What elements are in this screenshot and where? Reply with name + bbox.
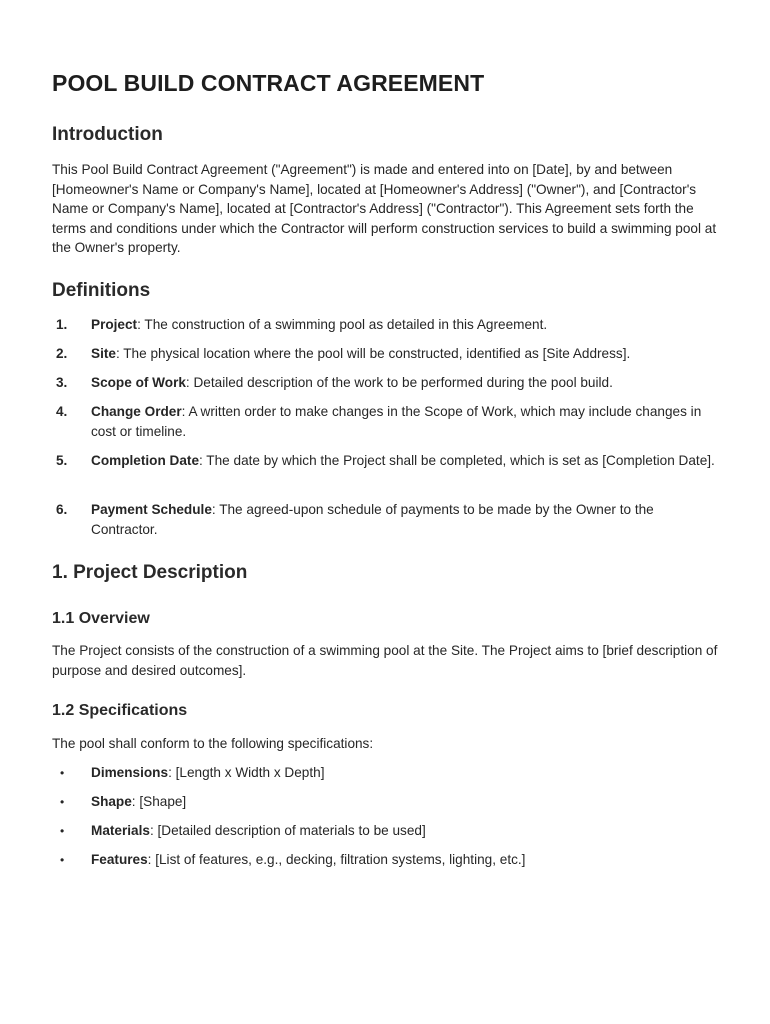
bullet-icon: • xyxy=(60,795,65,809)
definition-number: 4. xyxy=(56,404,68,419)
definition-term: Completion Date xyxy=(91,453,199,468)
definitions-heading: Definitions xyxy=(52,280,151,301)
specification-text: : [Shape] xyxy=(131,794,187,809)
definition-item xyxy=(52,402,722,441)
definition-term: Scope of Work xyxy=(91,375,186,390)
definition-text: : The physical location where the pool will be constructed, identified as [Site Address]. xyxy=(115,346,631,361)
definition-number: 6. xyxy=(56,502,68,517)
specification-term: Dimensions xyxy=(91,765,169,780)
specification-term: Materials xyxy=(91,823,150,838)
definition-term: Project xyxy=(91,317,138,332)
specification-term: Features xyxy=(91,852,148,867)
definition-text: : The date by which the Project shall be completed, which is set as [Completion Date]. xyxy=(199,453,715,468)
definition-term: Payment Schedule xyxy=(91,502,212,517)
specification-item xyxy=(52,850,722,870)
specifications-heading: 1.2 Specifications xyxy=(52,702,188,719)
definition-item xyxy=(52,315,722,335)
introduction-text: This Pool Build Contract Agreement ("Agreement") is made and entered into on [Date], by and between [Homeowner's Name or Company's Name], located at [Homeowner's Address] ("Owner"), and [Contractor's Name or Company's Name], located at [Contractor's Address] ("Contractor"). This Agreement sets forth the terms and conditions under which the Contractor will perform construction services to build a swimming pool at the Owner's property. xyxy=(52,162,717,256)
bullet-icon: • xyxy=(60,853,65,867)
definition-number: 2. xyxy=(56,346,68,361)
definition-item xyxy=(52,344,722,364)
definition-term: Site xyxy=(91,346,116,361)
specification-text: : [Detailed description of materials to be used] xyxy=(149,823,426,838)
definition-text: : Detailed description of the work to be performed during the pool build. xyxy=(185,375,613,390)
definition-text: : The construction of a swimming pool as detailed in this Agreement. xyxy=(137,317,548,332)
definition-item xyxy=(52,500,722,539)
specification-term: Shape xyxy=(91,794,132,809)
document-title: POOL BUILD CONTRACT AGREEMENT xyxy=(52,70,485,96)
definition-text: : A written order to make changes in the Scope of Work, which may include changes in cost or timeline. xyxy=(91,404,702,439)
project-description-heading: 1. Project Description xyxy=(52,562,248,583)
definition-term: Change Order xyxy=(91,404,182,419)
overview-heading: 1.1 Overview xyxy=(52,610,150,627)
definition-item xyxy=(52,451,722,471)
bullet-icon: • xyxy=(60,824,65,838)
specification-text: : [Length x Width x Depth] xyxy=(168,765,325,780)
specification-text: : [List of features, e.g., decking, filtration systems, lighting, etc.] xyxy=(147,852,526,867)
introduction-heading: Introduction xyxy=(52,124,163,145)
bullet-icon: • xyxy=(60,766,65,780)
specification-item xyxy=(52,821,722,841)
specification-item xyxy=(52,792,722,812)
definition-item xyxy=(52,373,722,393)
overview-text: The Project consists of the construction of a swimming pool at the Site. The Project aims to [brief description of purpose and desired outcomes]. xyxy=(52,643,718,678)
specification-item xyxy=(52,763,722,783)
definition-number: 3. xyxy=(56,375,68,390)
specifications-intro: The pool shall conform to the following specifications: xyxy=(52,736,374,751)
definition-number: 1. xyxy=(56,317,68,332)
definition-text: : The agreed-upon schedule of payments to be made by the Owner to the Contractor. xyxy=(91,502,654,537)
definition-number: 5. xyxy=(56,453,68,468)
